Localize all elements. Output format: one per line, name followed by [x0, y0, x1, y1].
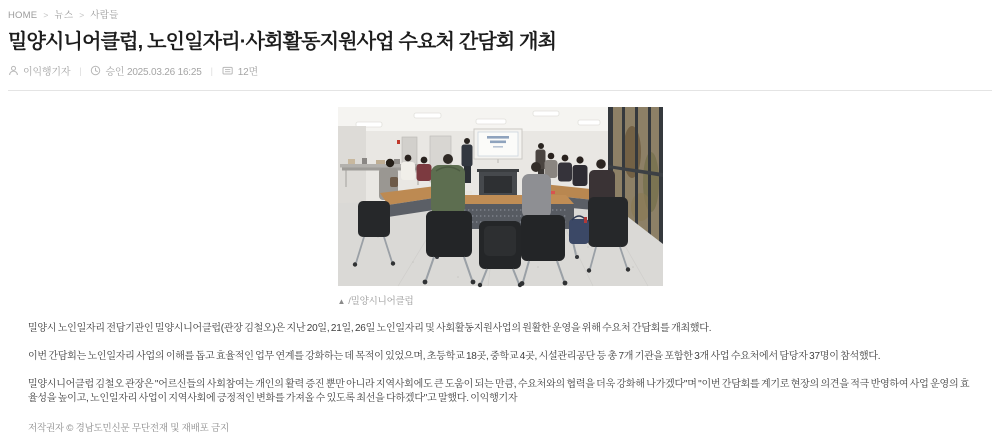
breadcrumb-home[interactable]: HOME [8, 10, 38, 21]
breadcrumb-section-people[interactable]: 사람들 [90, 10, 119, 21]
caption-text: /밀양시니어클럽 [348, 296, 414, 307]
article-body [8, 322, 992, 405]
breadcrumb-separator: > [79, 10, 85, 20]
breadcrumb-separator: > [43, 10, 49, 20]
fire-alarm [397, 140, 400, 144]
byline [8, 63, 992, 78]
paragraph-3: 밀양시니어클럽 김철오 관장은 "어르신들의 사회참여는 개인의 활력 증진 뿐만 아니라 지역사회에도 큰 도움이 되는 만큼, 수요처와의 협력을 더욱 강화해 나가겠다"며 "이번 간담회를 계기로 현장의 의견을 적극 반영하여 사업 운영의 효율성을 높이고, 노인일자리 사업이 지역사회에 긍정적인 변화를 가져올 수 있도록 최선을 다하겠다"고 말했다. 이익행기자 [28, 379, 970, 404]
bag [569, 216, 589, 244]
breadcrumb [8, 7, 992, 21]
paragraph-2: 이번 간담회는 노인일자리 사업의 이해를 돕고 효율적인 업무 연계를 강화하는 데 목적이 있었으며, 초등학교 18곳, 중학교 4곳, 시설관리공단 등 총 7개 기관을 포함한 3개 사업 수요처에서 담당자 37명이 참석했다. [28, 351, 881, 362]
article-title: 밀양시니어클럽, 노인일자리·사회활동지원사업 수요처 간담회 개최 [8, 31, 557, 53]
byline-separator: | [79, 65, 82, 76]
paragraph-1: 밀양시 노인일자리 전담기관인 밀양시니어클럽(관장 김철오)은 지난 20일, 21일, 26일 노인일자리 및 사회활동지원사업의 원활한 운영을 위해 수요처 간담회를 개최했다. [28, 323, 712, 334]
approved-date: 승인 2025.03.26 16:25 [105, 67, 202, 78]
approved-meta [90, 63, 201, 78]
caption-triangle-icon: ▲ [337, 297, 346, 306]
page-number: 12면 [237, 67, 258, 78]
meeting-room-photo [338, 107, 663, 286]
article-figure [338, 107, 663, 307]
photo-caption [338, 293, 663, 307]
projection-screen [474, 129, 522, 163]
copyright-notice: 저작권자 © 경남도민신문 무단전재 및 재배포 금지 [28, 422, 229, 434]
reporter-meta [8, 63, 70, 78]
person-icon [8, 65, 19, 76]
breadcrumb-news[interactable]: 뉴스 [54, 10, 74, 21]
reporter-name[interactable]: 이익행기자 [23, 67, 71, 78]
page-meta [222, 63, 258, 78]
byline-separator: | [210, 65, 213, 76]
clock-icon [90, 65, 101, 76]
header-divider [8, 90, 992, 91]
newspaper-icon [222, 65, 234, 76]
